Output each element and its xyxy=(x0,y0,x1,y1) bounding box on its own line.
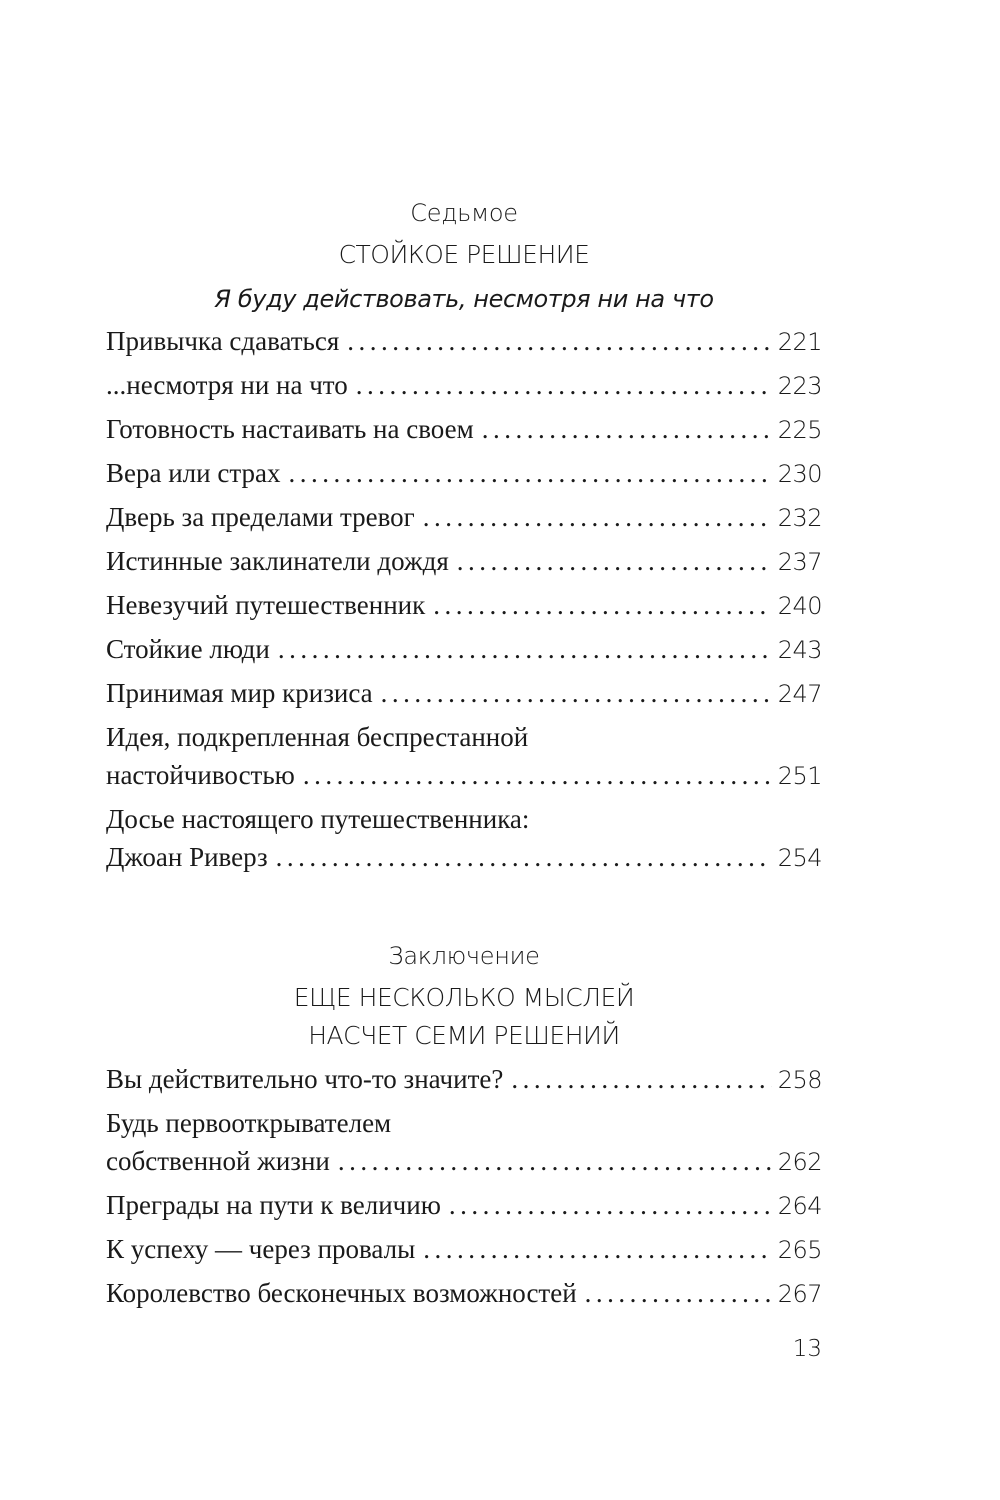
dot-leader xyxy=(356,366,772,404)
toc-entry-list xyxy=(106,1060,822,1313)
toc-entry-row xyxy=(106,838,822,877)
toc-entry-row xyxy=(106,1230,822,1269)
toc-entry-page: 264 xyxy=(777,1192,822,1220)
toc-entry-page: 232 xyxy=(777,504,822,532)
dot-leader xyxy=(449,1186,772,1224)
dot-leader xyxy=(423,1230,771,1268)
dot-leader xyxy=(288,454,771,492)
toc-entry-page: 237 xyxy=(777,548,822,576)
toc-entry-title-line: Идея, подкрепленная беспрестанной xyxy=(106,722,529,752)
chapter-label: Седьмое xyxy=(410,199,518,227)
toc-entry xyxy=(106,1274,822,1313)
dot-leader xyxy=(423,498,772,536)
toc-entry-page: 221 xyxy=(777,328,822,356)
dot-leader xyxy=(433,586,771,624)
toc-entry-page: 258 xyxy=(777,1066,822,1094)
toc-entry-row xyxy=(106,674,822,713)
toc-entry xyxy=(106,674,822,713)
toc-entry-page: 262 xyxy=(777,1148,822,1176)
toc-entry-title: Дверь за пределами тревог xyxy=(106,502,415,532)
toc-entry-title: Вера или страх xyxy=(106,458,281,488)
toc-entry xyxy=(106,586,822,625)
toc-entry-title-line: Досье настоящего путешественника: xyxy=(106,804,530,834)
dot-leader xyxy=(585,1274,772,1312)
toc-entry-title: Принимая мир кризиса xyxy=(106,678,373,708)
toc-entry-row xyxy=(106,1142,822,1181)
dot-leader xyxy=(347,322,771,360)
toc-entry-row xyxy=(106,410,822,449)
dot-leader xyxy=(381,674,772,712)
chapter-title-line: ЕЩЕ НЕСКОЛЬКО МЫСЛЕЙ xyxy=(293,983,635,1012)
toc-entry xyxy=(106,630,822,669)
toc-entry xyxy=(106,498,822,537)
dot-leader xyxy=(276,838,772,876)
chapter-subtitle: Я буду действовать, несмотря ни на что xyxy=(214,285,714,313)
toc-entry-title: Привычка сдаваться xyxy=(106,326,340,356)
toc-entry-page: 265 xyxy=(777,1236,822,1264)
toc-entry-row xyxy=(106,498,822,537)
toc-entry xyxy=(106,1186,822,1225)
chapter-title-line: НАСЧЕТ СЕМИ РЕШЕНИЙ xyxy=(308,1021,620,1050)
toc-entry-page: 225 xyxy=(777,416,822,444)
toc-entry-title: Невезучий путешественник xyxy=(106,590,426,620)
toc-section-seventh xyxy=(106,196,822,882)
toc-entry xyxy=(106,322,822,361)
toc-entry-title: собственной жизни xyxy=(106,1146,330,1176)
chapter-title-line: СТОЙКОЕ РЕШЕНИЕ xyxy=(338,240,590,269)
page-number: 13 xyxy=(792,1336,822,1362)
toc-entry-row xyxy=(106,586,822,625)
toc-entry-title: Готовность настаивать на своем xyxy=(106,414,474,444)
chapter-title xyxy=(106,236,822,274)
toc-entry-title: Стойкие люди xyxy=(106,634,270,664)
toc-entry xyxy=(106,1104,822,1181)
toc-entry-page: 240 xyxy=(777,592,822,620)
toc-entry-row xyxy=(106,756,822,795)
toc-entry-list xyxy=(106,322,822,877)
toc-entry-page: 230 xyxy=(777,460,822,488)
toc-entry xyxy=(106,410,822,449)
toc-entry-row xyxy=(106,542,822,581)
toc-entry-row xyxy=(106,630,822,669)
toc-entry-page: 223 xyxy=(777,372,822,400)
toc-section-conclusion xyxy=(106,939,822,1318)
toc-entry-page: 243 xyxy=(777,636,822,664)
toc-entry-title: настойчивостью xyxy=(106,760,295,790)
dot-leader xyxy=(338,1142,772,1180)
dot-leader xyxy=(511,1060,771,1098)
dot-leader xyxy=(278,630,772,668)
toc-entry-title: Джоан Риверз xyxy=(106,842,268,872)
toc-entry-page: 251 xyxy=(777,762,822,790)
chapter-label: Заключение xyxy=(388,942,540,970)
toc-entry-title: К успеху — через провалы xyxy=(106,1234,416,1264)
toc-entry xyxy=(106,800,822,877)
toc-entry-row xyxy=(106,1186,822,1225)
toc-entry-title: Вы действительно что-то значите? xyxy=(106,1064,504,1094)
toc-entry-title: Истинные заклинатели дождя xyxy=(106,546,449,576)
toc-entry-title: Королевство бесконечных возможностей xyxy=(106,1278,577,1308)
toc-entry xyxy=(106,542,822,581)
toc-entry-title: ...несмотря ни на что xyxy=(106,370,348,400)
toc-entry-row xyxy=(106,1274,822,1313)
toc-entry-row xyxy=(106,322,822,361)
toc-entry-page: 267 xyxy=(777,1280,822,1308)
toc-entry-title: Преграды на пути к величию xyxy=(106,1190,441,1220)
toc-entry xyxy=(106,454,822,493)
toc-entry-title-line: Будь первооткрывателем xyxy=(106,1108,392,1138)
toc-entry-page: 247 xyxy=(777,680,822,708)
chapter-title xyxy=(106,979,822,1055)
toc-entry xyxy=(106,366,822,405)
dot-leader xyxy=(303,756,772,794)
dot-leader xyxy=(482,410,772,448)
toc-entry-row xyxy=(106,1060,822,1099)
toc-entry xyxy=(106,1230,822,1269)
toc-entry xyxy=(106,1060,822,1099)
dot-leader xyxy=(457,542,772,580)
toc-entry-row xyxy=(106,366,822,405)
toc-entry-page: 254 xyxy=(777,844,822,872)
toc-entry xyxy=(106,718,822,795)
toc-entry-row xyxy=(106,454,822,493)
